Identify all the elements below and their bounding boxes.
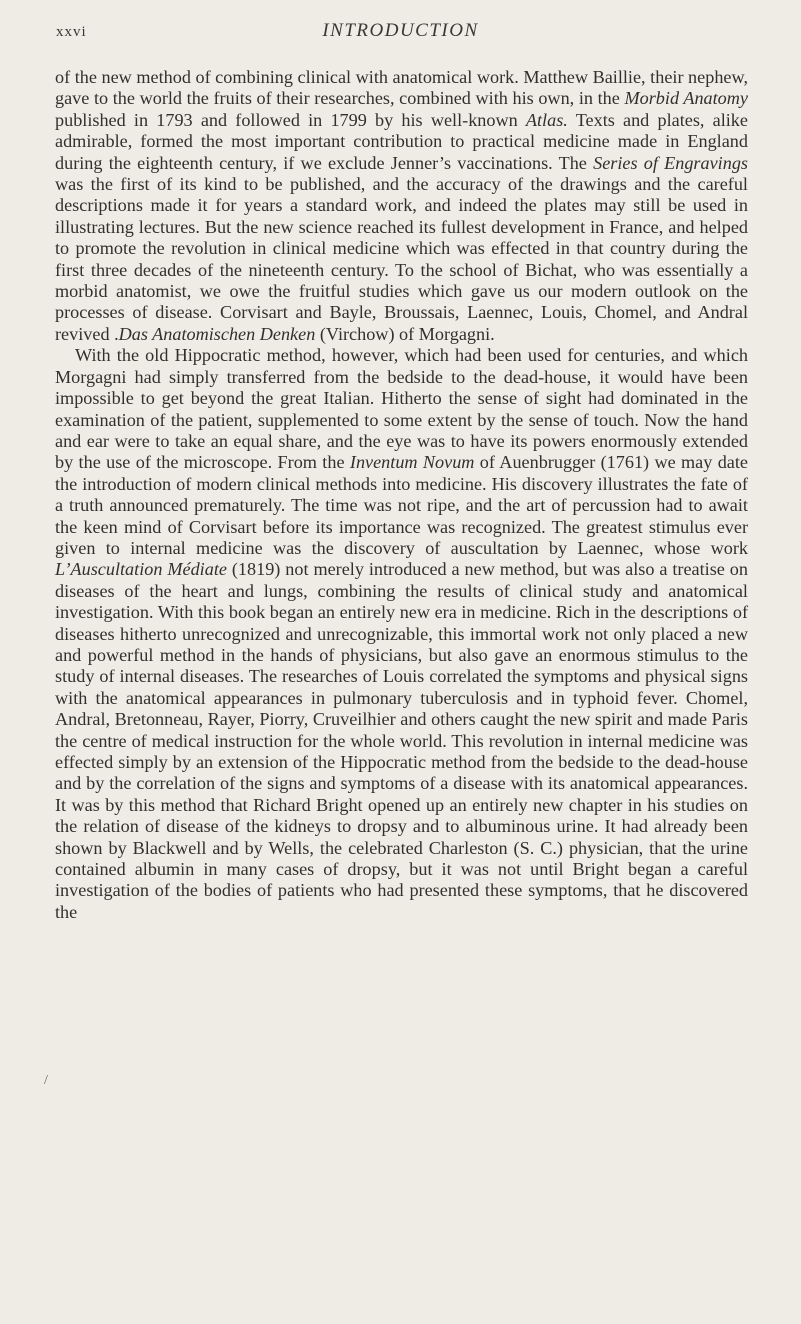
paragraph-2 <box>55 345 748 923</box>
italic-title: Das Anatomischen Denken <box>118 323 316 344</box>
italic-title: Series of Engravings <box>593 152 748 173</box>
paragraph-1 <box>55 67 748 345</box>
italic-title: Atlas. <box>525 109 568 130</box>
body-text <box>55 67 748 923</box>
text-span: of the new method of combining clinical with anatomical work. Matthew Baillie, their nephew, gave to the world the fruits of their researches, combined with his own, in the <box>55 67 748 109</box>
text-span: of Auenbrugger (1761) we may date the introduction of modern clinical methods into medicine. His discovery illustrates the fate of a truth announced prematurely. The time was not ripe, and the art of percussion had to await the keen mind of Corvisart before its importance was recognized. The greatest stimulus ever given to internal medicine was the discovery of auscultation by Laennec, whose work <box>55 452 748 558</box>
italic-title: L’Auscultation Médiate <box>55 559 227 580</box>
text-span: (1819) not merely introduced a new method, but was also a treatise on diseases of the heart and lungs, combining the results of clinical study and anatomical investigation. With this book began an entirely new era in medicine. Rich in the descriptions of diseases hitherto unrecognized and unrecognizable, this immortal work not only placed a new and powerful method in the hands of physicians, but also gave an enormous stimulus to the study of internal diseases. The researches of Louis correlated the symptoms and physical signs with the anatomical appearances in pulmonary tuberculosis and in typhoid fever. Chomel, Andral, Bretonneau, Rayer, Piorry, Cruveilhier and others caught the new spirit and made Paris the centre of medical instruction for the whole world. This revolution in internal medicine was effected simply by an extension of the Hippocratic method from the bedside to the dead-house and by the correlation of the signs and symptoms of a disease with its anatomical appearances. It was by this method that Richard Bright opened up an entirely new chapter in his studies on the relation of disease of the kidneys to dropsy and to albuminous urine. It had already been shown by Blackwell and by Wells, the celebrated Charleston (S. C.) physician, that the urine contained albumin in many cases of dropsy, but it was not until Bright began a careful investigation of the bodies of patients who had presented these symptoms, that he discovered the <box>55 559 748 922</box>
text-span: Texts and plates, alike admirable, formed the most important contribution to practical medicine made in England during the eighteenth century, if we exclude Jenner’s vaccinations. The <box>55 109 748 173</box>
text-span: (Virchow) of Morgagni. <box>315 323 495 344</box>
margin-mark: / <box>44 1073 48 1088</box>
italic-title: Inventum Novum <box>349 452 475 473</box>
text-span: With the old Hippocratic method, however, which had been used for centuries, and which Morgagni had simply transferred from the bedside to the dead-house, it would have been impossible to get beyond the great Italian. Hitherto the sense of sight had dominated in the examination of the patient, supplemented to some extent by the sense of touch. Now the hand and ear were to take an equal share, and the eye was to have its powers enormously extended by the use of the microscope. From the <box>55 345 748 473</box>
page-number: xxvi <box>56 24 87 40</box>
text-span: published in 1793 and followed in 1799 by his well-known <box>55 109 526 130</box>
italic-title: Morbid Anatomy <box>624 88 748 109</box>
running-title: INTRODUCTION <box>322 20 479 41</box>
text-span: was the first of its kind to be published, and the accuracy of the drawings and the careful descriptions made it for years a standard work, and indeed the plates may still be used in illustrating lectures. But the new science reached its fullest development in France, and helped to promote the revolution in clinical medicine which was effected in that country during the first three decades of the nineteenth century. To the school of Bichat, who was essentially a morbid anatomist, we owe the fruitful studies which gave us our modern outlook on the processes of disease. Corvisart and Bayle, Broussais, Laennec, Louis, Chomel, and Andral revived . <box>55 174 748 344</box>
